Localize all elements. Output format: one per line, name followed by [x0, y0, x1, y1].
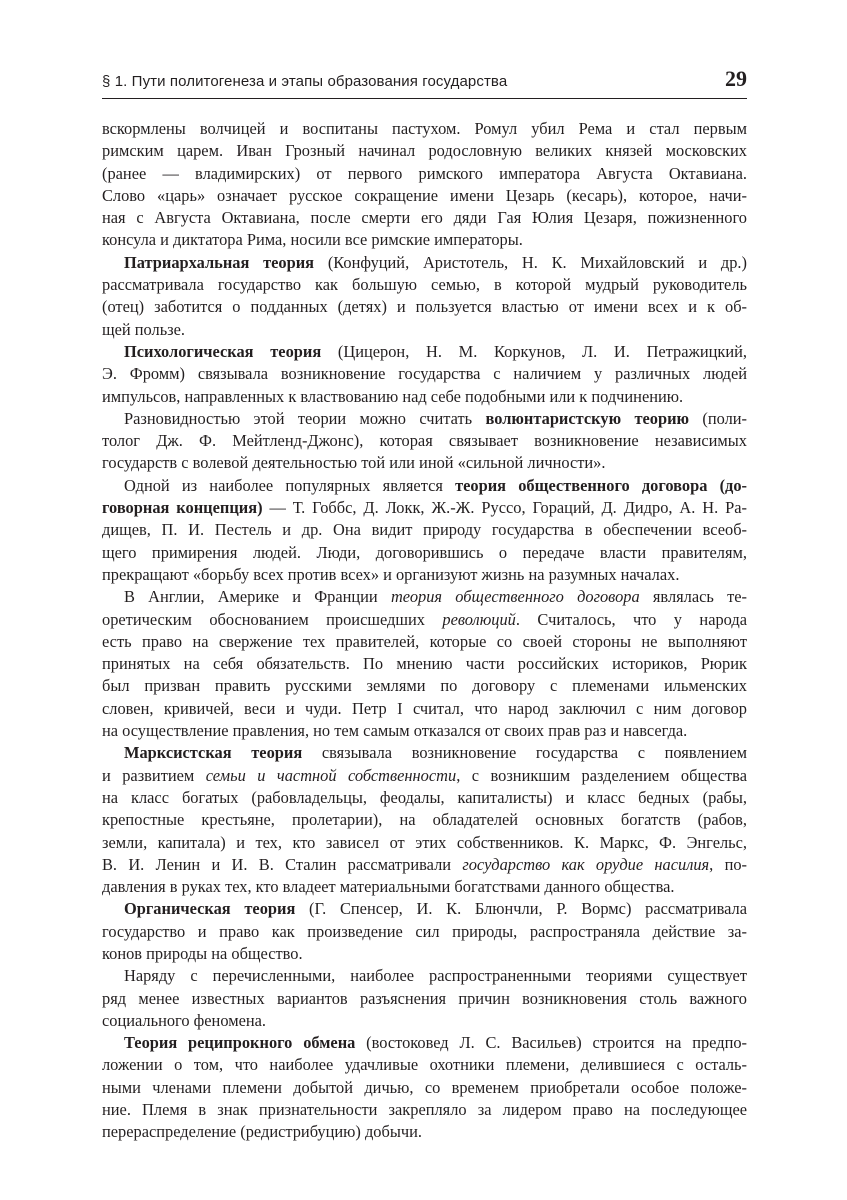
page-header [102, 64, 747, 99]
term-organic-theory: Органическая теория [124, 899, 296, 919]
text-line: ряд менее известных вариантов разъяснения причин возникновения столь важного [102, 988, 747, 1008]
text-line: ложении о том, что наиболее удачливые охотники племени, делившиеся с осталь- [102, 1055, 747, 1075]
text-line: есть право на свержение тех правителей, которые со своей стороны не выполняют [102, 631, 747, 651]
text-line: оретическим обоснованием происшедших революций. Считалось, что у народа [102, 609, 747, 629]
term-voluntarist-theory: волюнтаристскую теорию [485, 408, 690, 428]
text-line: рассматривала государство как большую семью, в которой мудрый руководитель [102, 275, 747, 295]
text-line: государство и право как произведение сил природы, распространяла действие за- [102, 921, 747, 941]
text-line: на осуществление правления, но тем самым отказался от своих прав раз и навсегда. [102, 721, 688, 741]
text-line: ными членами племени добытой дичью, со временем приобретали особое положе- [102, 1077, 747, 1097]
text-line: Разновидностью этой теории можно считать волюнтаристскую теорию (поли- [124, 408, 748, 428]
text-line: и развитием семьи и частной собственности, с возникшим разделением общества [102, 765, 747, 785]
paragraph-psychological-theory [102, 341, 747, 408]
term-social-contract-theory: теория общественного договора (до- [455, 475, 748, 495]
text-line: римским царем. Иван Грозный начинал родословную великих князей московских [102, 141, 747, 161]
text-line: крепостные крестьяне, пролетарии), на обладателей основных богатств (рабов, [102, 810, 747, 830]
italic-social-contract: теория общественного договора [390, 587, 640, 607]
text-line: Марксистская теория связывала возникновение государства с появлением [124, 743, 747, 763]
text-line: социального феномена. [102, 1010, 267, 1030]
text-line: говорная концепция) — Т. Гоббс, Д. Локк, Ж.-Ж. Руссо, Гораций, Д. Дидро, А. Н. Ра- [102, 498, 747, 518]
italic-revolutions: революций [442, 609, 516, 629]
text-line: толог Дж. Ф. Мейтленд-Джонс), которая связывает возникновение независимых [102, 431, 747, 451]
text-line: вскормлены волчицей и воспитаны пастухом. Ромул убил Рема и стал первым [102, 119, 747, 138]
term-marxist-theory: Марксистская теория [124, 743, 303, 763]
text-line: щего примирения людей. Люди, договорившись о передаче власти правителям, [102, 542, 747, 562]
term-reciprocal-exchange-theory: Теория реципрокного обмена [124, 1033, 356, 1053]
paragraph-marxist-theory [102, 742, 747, 898]
running-header-title: § 1. Пути политогенеза и этапы образования государства [102, 73, 508, 90]
italic-family-property: семьи и частной собственности [205, 765, 457, 785]
text-line: ная с Августа Октавиана, после смерти его дяди Гая Юлия Цезаря, пожизненного [102, 208, 747, 228]
text-line: словен, кривичей, веси и чуди. Петр I считал, что народ заключил с ним договор [102, 698, 747, 718]
text-line: Психологическая теория (Цицерон, Н. М. Коркунов, Л. И. Петражицкий, [124, 341, 747, 361]
paragraph-voluntarist-theory [102, 408, 747, 475]
text-line: Одной из наиболее популярных является теория общественного договора (до- [124, 475, 748, 495]
text-line: принятых на себя обязательств. По мнению части российских историков, Рюрик [102, 654, 747, 674]
text-line: был призван править русскими землями по договору с племенами ильменских [102, 676, 747, 696]
text-line: В. И. Ленин и И. В. Сталин рассматривали государство как орудие насилия, по- [102, 854, 748, 874]
text-line: земли, капитала) и тех, кто зависел от этих собственников. К. Маркс, Ф. Энгельс, [102, 832, 747, 852]
text-line: давления в руках тех, кто владеет материальными богатствами данного общества. [102, 877, 675, 897]
paragraph-organic-theory [102, 898, 747, 965]
paragraph-other-theories [102, 965, 747, 1032]
text-line: щей пользе. [102, 319, 186, 339]
text-line: Теория реципрокного обмена (востоковед Л. С. Васильев) строится на предпо- [124, 1033, 747, 1053]
text-line: перераспределение (редистрибуцию) добычи. [102, 1122, 422, 1142]
text-line: прекращают «борьбу всех против всех» и организуют жизнь на разумных началах. [102, 564, 680, 584]
text-line: В Англии, Америке и Франции теория общественного договора являлась те- [124, 587, 748, 607]
term-psychological-theory: Психологическая теория [124, 341, 322, 361]
term-contract-concept: говорная концепция) [102, 498, 263, 518]
paragraph-patriarchal-theory [102, 252, 747, 341]
paragraph-revolutions [102, 586, 747, 742]
text-line: Э. Фромм) связывала возникновение государства с наличием у различных людей [102, 364, 747, 384]
text-line: Органическая теория (Г. Спенсер, И. К. Блюнчли, Р. Вормс) рассматривала [124, 899, 747, 919]
text-line: на класс богатых (рабовладельцы, феодалы, капиталисты) и класс бедных (рабы, [102, 787, 747, 807]
text-line: Патриархальная теория (Конфуций, Аристотель, Н. К. Михайловский и др.) [124, 252, 747, 272]
text-line: дищев, П. И. Пестель и др. Она видит природу государства в обеспечении всеоб- [102, 520, 747, 540]
text-line: (ранее — владимирских) от первого римского императора Августа Октавиана. [102, 163, 747, 183]
text-line: государств с волевой деятельностью той или иной «сильной личности». [102, 453, 606, 473]
text-line: Слово «царь» означает русское сокращение имени Цезарь (кесарь), которое, начи- [102, 185, 747, 205]
text-line: Наряду с перечисленными, наиболее распространенными теориями существует [124, 966, 747, 986]
paragraph-reciprocal-exchange-theory [102, 1032, 747, 1143]
paragraph [102, 118, 747, 252]
page-number: 29 [725, 66, 747, 91]
text-line: конов природы на общество. [102, 943, 303, 963]
text-line: ние. Племя в знак признательности закрепляло за лидером право на последующее [102, 1100, 747, 1120]
text-line: (отец) заботится о подданных (детях) и пользуется властью от имени всех и к об- [102, 297, 747, 317]
text-line: консула и диктатора Рима, носили все римские императоры. [102, 230, 523, 250]
italic-state-as-tool: государство как орудие насилия [462, 854, 710, 874]
text-line: импульсов, направленных к властвованию над себе подобными или к подчинению. [102, 386, 684, 406]
body-text [102, 118, 747, 1144]
term-patriarchal-theory: Патриархальная теория [124, 252, 315, 272]
paragraph-social-contract-theory [102, 475, 747, 586]
